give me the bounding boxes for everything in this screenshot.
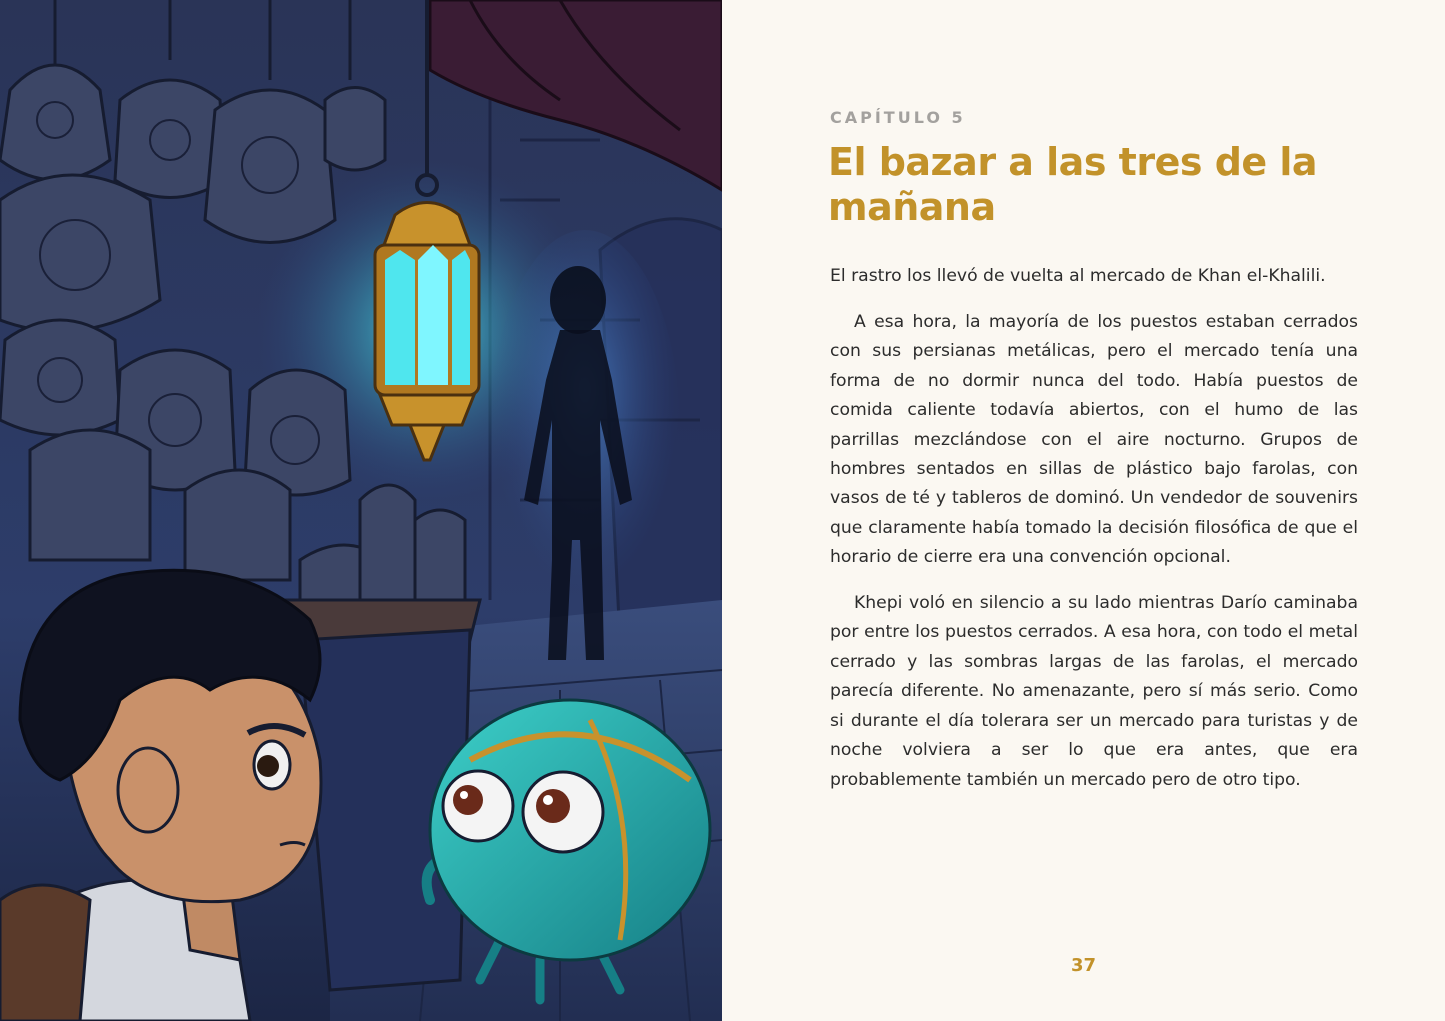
paragraph-1: El rastro los llevó de vuelta al mercado de Khan el-Khalili. bbox=[830, 266, 1326, 286]
illustration-svg bbox=[0, 0, 722, 1021]
chapter-illustration bbox=[0, 0, 722, 1021]
chapter-body bbox=[830, 262, 1358, 811]
paragraph-2: A esa hora, la mayoría de los puestos estaban cerrados con sus persianas metálicas, pero el mercado tenía una forma de no dormir nunca del todo. Había puestos de comida caliente todavía abiertos, con el humo de las parrillas mezclándose con el aire nocturno. Grupos de hombres sentados en sillas de plástico bajo farolas, con vasos de té y tableros de dominó. Un vendedor de souvenirs que claramente había tomado la decisión filosófica de que el horario de cierre era una convención opcional. bbox=[830, 311, 1358, 568]
page-number: 37 bbox=[1070, 955, 1097, 976]
chapter-title: El bazar a las tres de la mañana bbox=[828, 140, 1318, 229]
text-page bbox=[722, 0, 1445, 1021]
paragraph-3: Khepi voló en silencio a su lado mientras Darío caminaba por entre los puestos cerrados. A esa hora, con todo el metal cerrado y las sombras largas de las farolas, el mercado parecía diferente. No amenazante, pero sí más serio. Como si durante el día tolerara ser un mercado para turistas y de noche volviera a ser lo que era antes, que era probablemente también un mercado pero de otro tipo. bbox=[830, 593, 1358, 790]
chapter-label: CAPÍTULO 5 bbox=[830, 108, 966, 127]
